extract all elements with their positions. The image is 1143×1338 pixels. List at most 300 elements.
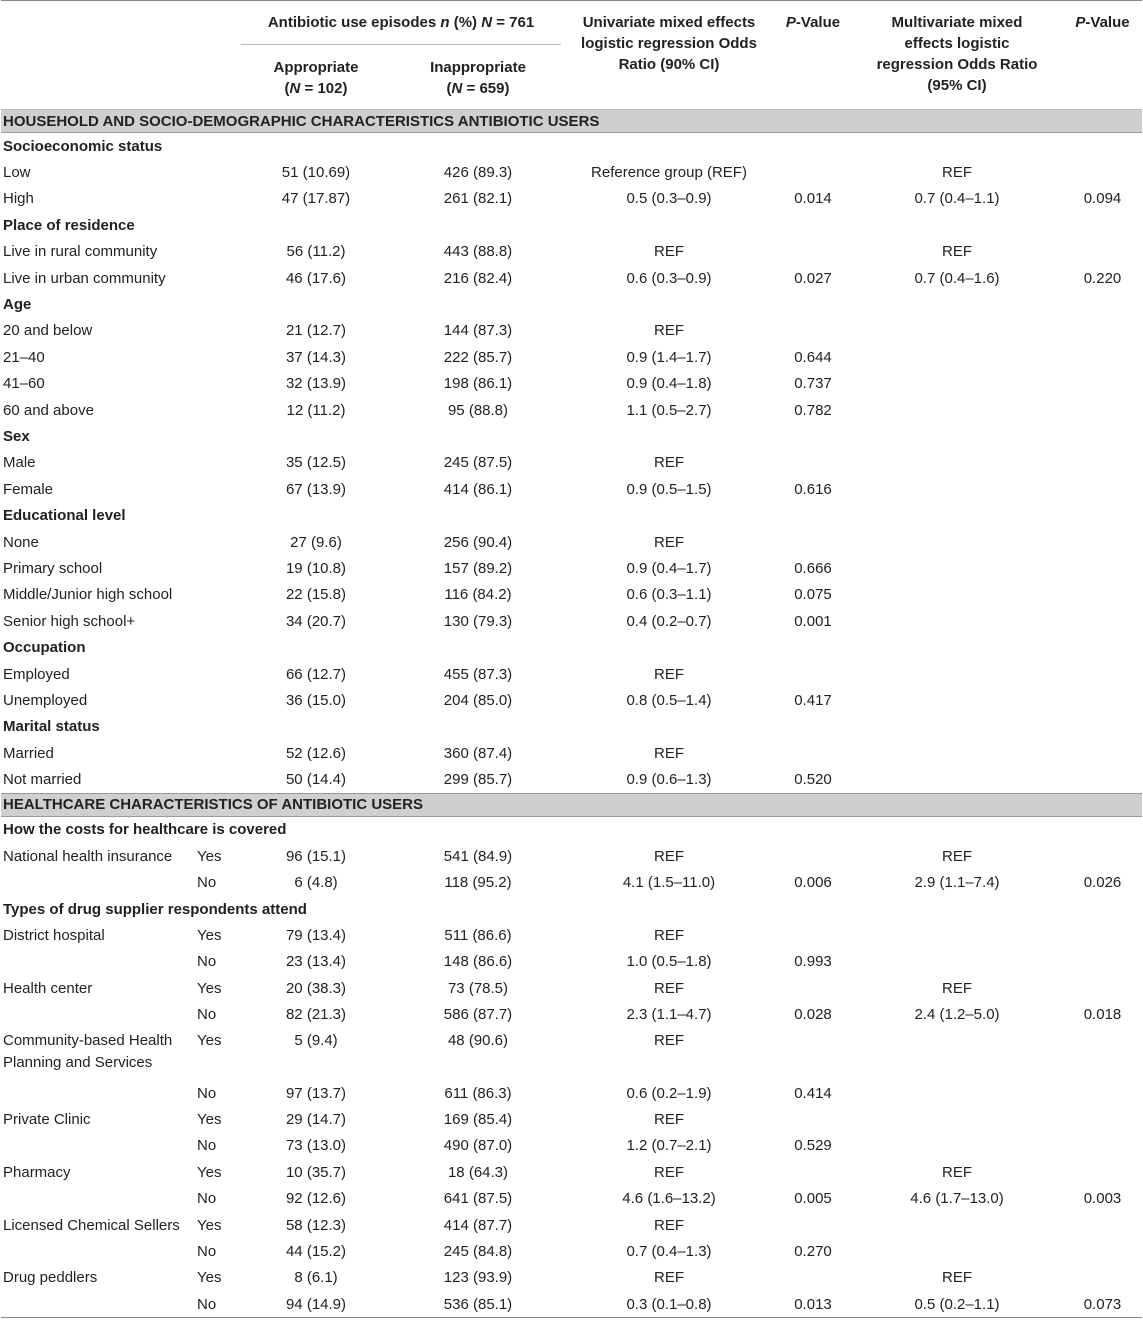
univariate-or-cell: 0.6 (0.3–1.1) <box>626 586 712 604</box>
p-value-2-cell <box>1063 318 1142 344</box>
p-value-1-cell <box>775 1159 851 1185</box>
appropriate-cell: 56 (11.2) <box>286 243 346 261</box>
p-value-2-cell <box>1063 949 1142 975</box>
inappropriate-cell: 169 (85.4) <box>443 1110 513 1128</box>
appropriate-cell: 27 (9.6) <box>290 533 342 551</box>
p-value-1-cell <box>775 450 851 476</box>
inappropriate-cell: 216 (82.4) <box>443 269 513 287</box>
multivariate-or-cell <box>851 766 1063 793</box>
univariate-or-cell: 0.8 (0.5–1.4) <box>626 691 712 709</box>
univariate-or-cell: 0.6 (0.2–1.9) <box>626 1084 712 1102</box>
header-episodes-n: n <box>440 14 450 31</box>
row-sublabel <box>195 159 239 185</box>
header-inappropriate: Inappropriate (N = 659) <box>393 56 563 110</box>
row-sublabel: Yes <box>197 1216 222 1234</box>
p-value-2-cell <box>1063 1106 1142 1132</box>
inappropriate-cell: 586 (87.7) <box>443 1006 513 1024</box>
inappropriate-cell: 144 (87.3) <box>443 322 513 340</box>
multivariate-or-cell <box>851 582 1063 608</box>
p-value-1-cell: 0.993 <box>794 953 832 971</box>
inappropriate-cell: 116 (84.2) <box>444 586 512 604</box>
p-value-1-cell <box>775 1212 851 1238</box>
p-value-1-cell <box>775 661 851 687</box>
row-sublabel <box>195 766 239 793</box>
p-value-1-cell <box>775 975 851 1001</box>
inappropriate-cell: 95 (88.8) <box>447 401 509 419</box>
appropriate-cell: 79 (13.4) <box>285 927 347 945</box>
multivariate-or-cell <box>851 1133 1063 1159</box>
p-value-2-cell <box>1063 608 1142 634</box>
p-value-1-cell: 0.027 <box>794 269 832 287</box>
p-value-2-cell <box>1063 1212 1142 1238</box>
row-label: Health center <box>3 979 93 997</box>
row-sublabel <box>195 344 239 370</box>
section-title: HEALTHCARE CHARACTERISTICS OF ANTIBIOTIC USERS <box>1 793 1142 816</box>
p-value-1-cell <box>775 159 851 185</box>
univariate-or-cell: REF <box>654 243 684 261</box>
appropriate-cell: 73 (13.0) <box>285 1137 347 1155</box>
p-value-2-cell <box>1063 975 1142 1001</box>
inappropriate-cell: 455 (87.3) <box>443 665 513 683</box>
univariate-or-cell: REF <box>654 1110 684 1128</box>
p-value-2-cell <box>1063 239 1142 265</box>
row-label: Employed <box>3 665 70 683</box>
table-row <box>1 265 1142 291</box>
multivariate-or-cell <box>851 949 1063 975</box>
multivariate-or-cell <box>851 476 1063 502</box>
inappropriate-cell: 536 (85.1) <box>393 1291 563 1318</box>
univariate-or-cell: 0.9 (0.5–1.5) <box>626 480 712 498</box>
header-episodes-prefix: Antibiotic use episodes <box>267 14 441 31</box>
row-sublabel <box>195 608 239 634</box>
p-value-2-cell <box>1063 1028 1142 1080</box>
row-sublabel <box>195 687 239 713</box>
row-label: Licensed Chemical Sellers <box>3 1216 180 1234</box>
group-title: Age <box>3 296 32 314</box>
p-value-1-cell: 0.013 <box>775 1291 851 1318</box>
inappropriate-cell: 360 (87.4) <box>443 744 513 762</box>
univariate-or-cell: 1.2 (0.7–2.1) <box>626 1137 712 1155</box>
table-row <box>1 870 1142 896</box>
header-univariate: Univariate mixed effects logistic regression Odds Ratio (90% CI) <box>563 1 775 110</box>
p-value-1-cell: 0.529 <box>794 1137 832 1155</box>
inappropriate-cell: 641 (87.5) <box>443 1190 513 1208</box>
table-row <box>1 1080 1142 1106</box>
row-label: 21–40 <box>3 348 45 366</box>
table-row <box>1 582 1142 608</box>
header-episodes <box>239 1 563 57</box>
univariate-or-cell: 4.1 (1.5–11.0) <box>622 874 716 892</box>
multivariate-or-cell <box>851 1238 1063 1264</box>
univariate-or-cell: REF <box>654 1163 684 1181</box>
row-sublabel <box>195 371 239 397</box>
p-value-2-cell: 0.073 <box>1063 1291 1142 1318</box>
univariate-or-cell: 0.7 (0.4–1.3) <box>626 1242 712 1260</box>
multivariate-or-cell: 2.9 (1.1–7.4) <box>914 874 1000 892</box>
p-value-1-cell: 0.014 <box>794 190 832 208</box>
inappropriate-cell: 611 (86.3) <box>444 1084 512 1102</box>
row-sublabel <box>195 555 239 581</box>
inappropriate-cell: 414 (86.1) <box>443 480 513 498</box>
p-value-2-cell <box>1063 397 1142 423</box>
group-header-row <box>1 816 1142 843</box>
inappropriate-cell: 256 (90.4) <box>443 533 513 551</box>
table-body <box>1 110 1142 1318</box>
p-value-1-cell: 0.001 <box>794 612 832 630</box>
table-row <box>1 740 1142 766</box>
row-label: Primary school <box>3 559 103 577</box>
table-row <box>1 1106 1142 1132</box>
row-label: 60 and above <box>3 401 94 419</box>
univariate-or-cell: REF <box>654 665 684 683</box>
table-row <box>1 1185 1142 1211</box>
row-sublabel <box>195 450 239 476</box>
row-label <box>1 1185 195 1211</box>
p-value-2-cell <box>1063 1159 1142 1185</box>
multivariate-or-cell <box>851 1212 1063 1238</box>
row-label: Unemployed <box>3 691 88 709</box>
row-label: Married <box>3 744 54 762</box>
table-row <box>1 450 1142 476</box>
row-label <box>1 1291 195 1318</box>
p-value-2-cell: 0.094 <box>1083 190 1122 208</box>
univariate-or-cell: 0.4 (0.2–0.7) <box>626 612 712 630</box>
p-value-1-cell: 0.737 <box>794 375 832 393</box>
univariate-or-cell: 0.9 (1.4–1.7) <box>626 348 712 366</box>
multivariate-or-cell: REF <box>942 979 972 997</box>
appropriate-cell: 12 (11.2) <box>286 401 346 419</box>
appropriate-cell: 92 (12.6) <box>285 1190 347 1208</box>
inappropriate-cell: 18 (64.3) <box>447 1163 509 1181</box>
multivariate-or-cell <box>851 661 1063 687</box>
p-value-1-cell <box>775 529 851 555</box>
row-label: 20 and below <box>3 322 93 340</box>
row-sublabel <box>195 397 239 423</box>
inappropriate-cell: 426 (89.3) <box>443 164 513 182</box>
inappropriate-cell: 443 (88.8) <box>443 243 513 261</box>
p-value-2-cell <box>1063 344 1142 370</box>
row-sublabel <box>195 265 239 291</box>
p-value-1-cell <box>775 740 851 766</box>
section-title: HOUSEHOLD AND SOCIO-DEMOGRAPHIC CHARACTERISTICS ANTIBIOTIC USERS <box>1 110 1142 133</box>
inappropriate-cell: 245 (84.8) <box>443 1242 513 1260</box>
table-row <box>1 186 1142 212</box>
appropriate-cell: 36 (15.0) <box>285 691 347 709</box>
group-header-row <box>1 212 1142 238</box>
group-title: Types of drug supplier respondents attend <box>3 900 307 918</box>
section-header <box>1 793 1142 816</box>
row-sublabel: Yes <box>197 1269 222 1287</box>
univariate-or-cell: 0.9 (0.4–1.8) <box>626 375 712 393</box>
row-sublabel: Yes <box>197 927 222 945</box>
group-title: Sex <box>3 427 30 445</box>
table-row <box>1 975 1142 1001</box>
appropriate-cell: 94 (14.9) <box>239 1291 393 1318</box>
p-value-1-cell: 0.414 <box>794 1084 832 1102</box>
multivariate-or-cell <box>851 371 1063 397</box>
row-label: Drug peddlers <box>3 1269 98 1287</box>
group-header-row <box>1 714 1142 740</box>
multivariate-or-cell <box>851 740 1063 766</box>
table-row <box>1 766 1142 793</box>
group-header-row <box>1 634 1142 660</box>
row-sublabel <box>195 582 239 608</box>
appropriate-cell: 20 (38.3) <box>285 979 347 997</box>
inappropriate-cell: 245 (87.5) <box>443 454 513 472</box>
univariate-or-cell: 0.9 (0.4–1.7) <box>626 559 712 577</box>
row-label: Low <box>3 164 31 182</box>
group-title: Occupation <box>3 639 86 657</box>
p-value-2-cell <box>1063 476 1142 502</box>
p-value-2-cell <box>1063 843 1142 869</box>
row-sublabel: Yes <box>197 1163 222 1181</box>
p-value-1-cell <box>775 922 851 948</box>
univariate-or-cell: REF <box>654 1216 684 1234</box>
header-row-1 <box>1 1 1142 57</box>
table-row <box>1 397 1142 423</box>
multivariate-or-cell: 4.6 (1.7–13.0) <box>910 1190 1004 1208</box>
row-sublabel <box>195 239 239 265</box>
table-row <box>1 1212 1142 1238</box>
univariate-or-cell: 4.6 (1.6–13.2) <box>622 1190 716 1208</box>
univariate-or-cell: 1.0 (0.5–1.8) <box>626 953 712 971</box>
p-value-2-cell <box>1063 1080 1142 1106</box>
multivariate-or-cell: REF <box>942 243 972 261</box>
p-value-2-cell: 0.018 <box>1083 1006 1122 1024</box>
p-value-2-cell: 0.220 <box>1083 269 1122 287</box>
row-sublabel: Yes <box>197 847 222 865</box>
inappropriate-cell: 130 (79.3) <box>443 612 513 630</box>
row-sublabel <box>195 318 239 344</box>
table-header <box>1 1 1142 110</box>
group-title: How the costs for healthcare is covered <box>3 821 287 839</box>
inappropriate-cell: 204 (85.0) <box>443 691 513 709</box>
p-value-1-cell: 0.028 <box>794 1006 832 1024</box>
row-sublabel: Yes <box>197 979 222 997</box>
table-row <box>1 661 1142 687</box>
section-header <box>1 110 1142 133</box>
group-header-row <box>1 423 1142 449</box>
p-value-2-cell <box>1063 582 1142 608</box>
row-sublabel: No <box>197 874 217 892</box>
appropriate-cell: 52 (12.6) <box>285 744 347 762</box>
row-label: Live in urban community <box>3 269 166 287</box>
row-sublabel <box>195 186 239 212</box>
row-label <box>1 1002 195 1028</box>
inappropriate-cell: 198 (86.1) <box>443 375 513 393</box>
inappropriate-cell: 73 (78.5) <box>447 979 509 997</box>
p-value-1-cell: 0.006 <box>794 874 832 892</box>
multivariate-or-cell <box>851 1080 1063 1106</box>
p-value-2-cell <box>1063 1133 1142 1159</box>
p-value-2-cell: 0.026 <box>1083 874 1122 892</box>
appropriate-cell: 34 (20.7) <box>285 612 347 630</box>
appropriate-cell: 23 (13.4) <box>285 953 347 971</box>
univariate-or-cell: REF <box>654 927 684 945</box>
row-label: None <box>3 533 39 551</box>
row-label: Community-based Health Planning and Services <box>3 1031 173 1071</box>
row-sublabel: Yes <box>197 1031 222 1049</box>
group-title: Place of residence <box>3 216 135 234</box>
row-sublabel: No <box>195 1291 239 1318</box>
multivariate-or-cell <box>851 922 1063 948</box>
inappropriate-cell: 261 (82.1) <box>443 190 513 208</box>
row-label: High <box>3 190 34 208</box>
row-sublabel: No <box>197 953 217 971</box>
p-value-1-cell <box>775 1106 851 1132</box>
multivariate-or-cell <box>851 397 1063 423</box>
appropriate-cell: 96 (15.1) <box>285 847 347 865</box>
p-value-1-cell <box>775 1028 851 1080</box>
appropriate-cell: 21 (12.7) <box>285 322 347 340</box>
row-label: Middle/Junior high school <box>3 586 173 604</box>
p-value-2-cell <box>1063 1238 1142 1264</box>
p-value-1-cell: 0.417 <box>794 691 832 709</box>
appropriate-cell: 47 (17.87) <box>281 190 351 208</box>
appropriate-cell: 29 (14.7) <box>285 1110 347 1128</box>
table-row <box>1 1238 1142 1264</box>
p-value-2-cell: 0.003 <box>1083 1190 1122 1208</box>
univariate-or-cell: REF <box>654 1031 684 1049</box>
table-row <box>1 1265 1142 1291</box>
appropriate-cell: 5 (9.4) <box>294 1031 338 1049</box>
row-label <box>1 1238 195 1264</box>
row-label <box>1 949 195 975</box>
appropriate-cell: 35 (12.5) <box>285 454 347 472</box>
appropriate-cell: 37 (14.3) <box>285 348 347 366</box>
row-label: Pharmacy <box>3 1163 71 1181</box>
appropriate-cell: 44 (15.2) <box>285 1242 347 1260</box>
univariate-or-cell: REF <box>654 533 684 551</box>
univariate-or-cell: Reference group (REF) <box>591 164 747 182</box>
univariate-or-cell: 0.5 (0.3–0.9) <box>626 190 712 208</box>
group-header-row <box>1 502 1142 528</box>
p-value-1-cell <box>775 1265 851 1291</box>
inappropriate-cell: 123 (93.9) <box>443 1269 513 1287</box>
multivariate-or-cell: 2.4 (1.2–5.0) <box>914 1006 1000 1024</box>
row-label: 41–60 <box>3 375 45 393</box>
p-value-2-cell <box>1063 766 1142 793</box>
multivariate-or-cell <box>851 1106 1063 1132</box>
table-row <box>1 608 1142 634</box>
univariate-or-cell: REF <box>654 1269 684 1287</box>
p-value-2-cell <box>1063 687 1142 713</box>
inappropriate-cell: 222 (85.7) <box>443 348 513 366</box>
p-value-1-cell: 0.782 <box>794 401 832 419</box>
univariate-or-cell: REF <box>654 979 684 997</box>
table-row <box>1 159 1142 185</box>
header-appropriate: Appropriate (N = 102) <box>239 56 393 110</box>
appropriate-cell: 19 (10.8) <box>285 559 347 577</box>
header-blank <box>1 1 239 110</box>
table-row <box>1 529 1142 555</box>
row-label <box>1 1080 195 1106</box>
inappropriate-cell: 414 (87.7) <box>443 1216 513 1234</box>
multivariate-or-cell: 0.5 (0.2–1.1) <box>851 1291 1063 1318</box>
row-sublabel <box>195 661 239 687</box>
p-value-1-cell <box>775 318 851 344</box>
multivariate-or-cell <box>851 1028 1063 1080</box>
univariate-or-cell: 0.6 (0.3–0.9) <box>626 269 712 287</box>
appropriate-cell: 51 (10.69) <box>281 164 351 182</box>
p-value-1-cell <box>775 239 851 265</box>
p-value-1-cell: 0.666 <box>794 559 832 577</box>
p-value-1-cell: 0.520 <box>794 771 832 789</box>
inappropriate-cell: 48 (90.6) <box>447 1031 509 1049</box>
multivariate-or-cell <box>851 450 1063 476</box>
inappropriate-cell: 299 (85.7) <box>443 771 513 789</box>
row-sublabel <box>195 529 239 555</box>
table-row <box>1 555 1142 581</box>
table-row <box>1 318 1142 344</box>
group-title: Educational level <box>3 507 126 525</box>
row-label: Senior high school+ <box>3 612 136 630</box>
appropriate-cell: 22 (15.8) <box>285 586 347 604</box>
header-multivariate: Multivariate mixed effects logistic regression Odds Ratio (95% CI) <box>851 1 1063 110</box>
table-row <box>1 239 1142 265</box>
p-value-2-cell <box>1063 159 1142 185</box>
p-value-2-cell <box>1063 1265 1142 1291</box>
univariate-or-cell: REF <box>654 322 684 340</box>
inappropriate-cell: 490 (87.0) <box>443 1137 513 1155</box>
appropriate-cell: 46 (17.6) <box>285 269 347 287</box>
p-value-1-cell <box>775 843 851 869</box>
row-label: Female <box>3 480 54 498</box>
group-header-row <box>1 291 1142 317</box>
p-value-2-cell <box>1063 555 1142 581</box>
group-header-row <box>1 896 1142 922</box>
inappropriate-cell: 118 (95.2) <box>444 874 512 892</box>
appropriate-cell: 32 (13.9) <box>285 375 347 393</box>
univariate-or-cell: REF <box>654 454 684 472</box>
appropriate-cell: 66 (12.7) <box>285 665 347 683</box>
table-row <box>1 1291 1142 1318</box>
row-sublabel <box>195 476 239 502</box>
row-label: Live in rural community <box>3 243 158 261</box>
row-sublabel: Yes <box>197 1110 222 1128</box>
header-episodes-suffix: (%) <box>449 14 482 31</box>
p-value-1-cell: 0.005 <box>794 1190 832 1208</box>
p-value-2-cell <box>1063 529 1142 555</box>
multivariate-or-cell <box>851 344 1063 370</box>
multivariate-or-cell: REF <box>942 1269 972 1287</box>
row-label <box>1 870 195 896</box>
univariate-or-cell: 1.1 (0.5–2.7) <box>626 401 712 419</box>
header-episodes-total: = 761 <box>492 14 535 31</box>
inappropriate-cell: 541 (84.9) <box>443 847 513 865</box>
univariate-or-cell: 0.9 (0.6–1.3) <box>626 771 712 789</box>
appropriate-cell: 6 (4.8) <box>294 874 338 892</box>
row-label: District hospital <box>3 927 105 945</box>
table-row <box>1 922 1142 948</box>
group-header-row <box>1 133 1142 160</box>
row-sublabel <box>195 740 239 766</box>
inappropriate-cell: 511 (86.6) <box>444 927 512 945</box>
row-label: Private Clinic <box>3 1110 91 1128</box>
univariate-or-cell: 0.3 (0.1–0.8) <box>563 1291 775 1318</box>
group-title: Socioeconomic status <box>3 137 163 155</box>
multivariate-or-cell <box>851 318 1063 344</box>
p-value-1-cell: 0.270 <box>794 1242 832 1260</box>
appropriate-cell: 67 (13.9) <box>285 480 347 498</box>
table-row <box>1 476 1142 502</box>
row-sublabel: No <box>197 1084 217 1102</box>
header-episodes-N: N <box>481 14 493 31</box>
row-label: National health insurance <box>3 847 173 865</box>
multivariate-or-cell <box>851 608 1063 634</box>
p-value-1-cell: 0.075 <box>794 586 832 604</box>
appropriate-cell: 58 (12.3) <box>285 1216 347 1234</box>
